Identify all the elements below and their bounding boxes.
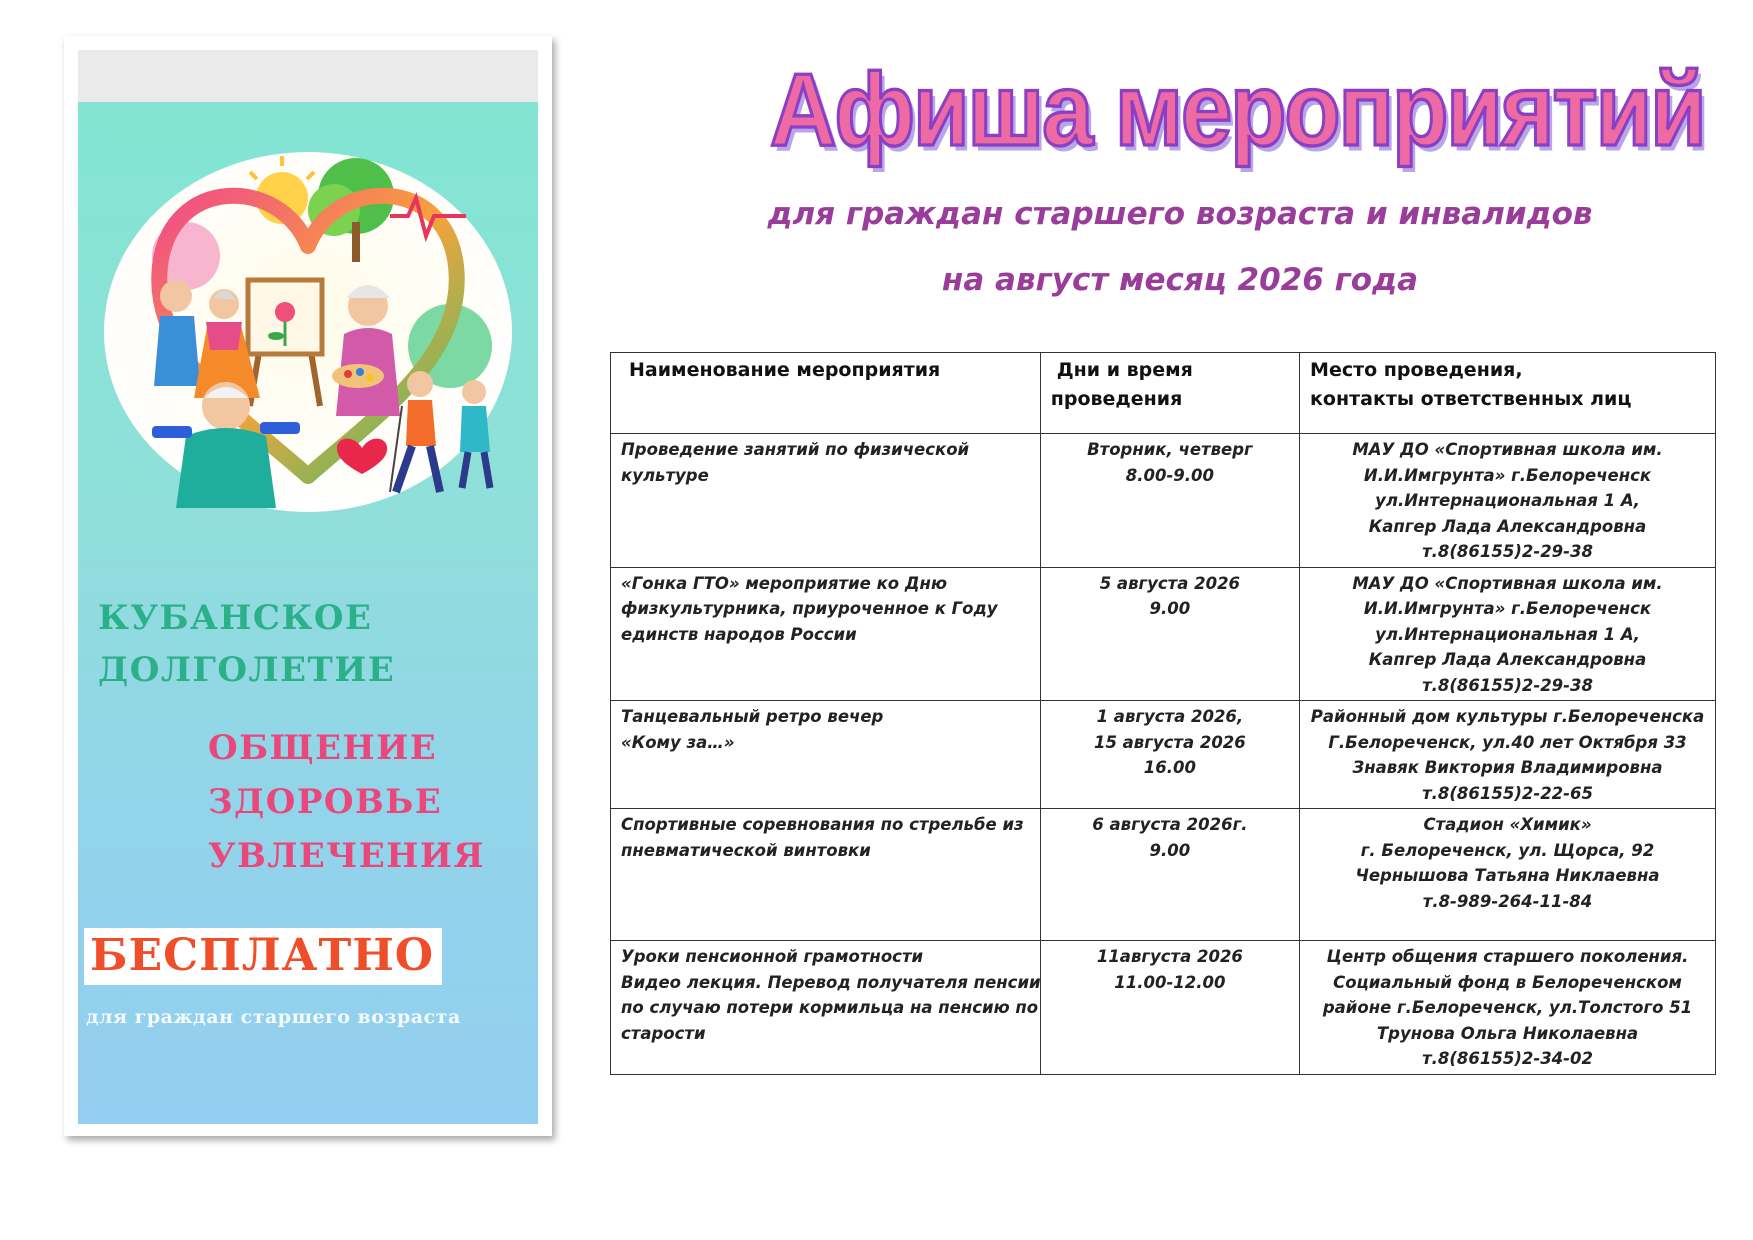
event-phone: т.8(86155)2-22-65: [1422, 783, 1593, 803]
event-name-line: физкультурника, приуроченное к Году: [621, 599, 998, 618]
event-place-line: Центр общения старшего поколения.: [1326, 947, 1689, 966]
event-place-cell: [1300, 567, 1716, 701]
event-name-line: «Гонка ГТО» мероприятие ко Дню: [621, 573, 947, 593]
event-time-line: 9.00: [1149, 599, 1191, 618]
slogan-kuban-line-2: ДОЛГОЛЕТИЕ: [98, 650, 396, 690]
event-name-line: по случаю потери кормильца на пенсию по: [621, 998, 1039, 1017]
header-event-name-text: Наименование мероприятия: [629, 359, 941, 381]
event-name-line: «Кому за…»: [621, 732, 735, 752]
event-place-line: Капгер Лада Александровна: [1368, 516, 1647, 536]
event-name-line: Проведение занятий по физической: [621, 440, 970, 459]
event-phone: т.8(86155)2-29-38: [1422, 675, 1593, 695]
event-place-line: МАУ ДО «Спортивная школа им.: [1352, 573, 1663, 593]
event-place-line: ул.Интернациональная 1 А,: [1375, 491, 1640, 510]
event-place-line: Стадион «Химик»: [1423, 815, 1592, 834]
event-time-line: 15 августа 2026: [1093, 732, 1246, 752]
event-time-cell: [1040, 434, 1299, 568]
table-row: [611, 701, 1716, 809]
banner-body: [78, 102, 538, 1124]
event-phone: т.8-989-264-11-84: [1422, 891, 1593, 911]
header-event-time: [1040, 353, 1299, 434]
event-time-cell: [1040, 809, 1299, 941]
event-place-line: Г.Белореченск, ул.40 лет Октября 33: [1328, 732, 1687, 752]
event-time-cell: [1040, 941, 1299, 1075]
event-name-cell: [611, 701, 1041, 809]
header-event-place-line: Место проведения,: [1310, 359, 1523, 381]
event-name-cell: [611, 941, 1041, 1075]
event-time-line: 8.00-9.00: [1125, 465, 1215, 485]
event-place-line: Социальный фонд в Белореченском: [1333, 972, 1682, 992]
event-place-cell: [1300, 941, 1716, 1075]
event-place-line: районе г.Белореченск, ул.Толстого 51: [1322, 998, 1693, 1017]
header-event-name: [611, 353, 1041, 434]
table-row: [611, 941, 1716, 1075]
event-place-line: г. Белореченск, ул. Щорса, 92: [1360, 840, 1655, 860]
elderly-activities-heart-illustration: [90, 136, 526, 516]
table-header-row: [611, 353, 1716, 434]
event-place-cell: [1300, 434, 1716, 568]
event-name-line: культуре: [621, 465, 709, 485]
free-label: БЕСПЛАТНО: [84, 928, 442, 985]
free-subtitle: для граждан старшего возраста: [86, 1006, 461, 1028]
event-name-line: Уроки пенсионной грамотности: [621, 947, 924, 966]
event-name-cell: [611, 434, 1041, 568]
event-place-line: И.И.Имгрунта» г.Белореченск: [1363, 599, 1652, 618]
event-name-cell: [611, 809, 1041, 941]
event-time-line: 16.00: [1143, 758, 1196, 777]
header-event-time-line: Дни и время: [1056, 359, 1193, 381]
event-place-line: ул.Интернациональная 1 А,: [1375, 624, 1640, 644]
event-place-line: МАУ ДО «Спортивная школа им.: [1352, 440, 1663, 459]
event-place-line: Чернышова Татьяна Никлаевна: [1355, 866, 1660, 885]
event-place-line: Районный дом культуры г.Белореченска: [1310, 707, 1705, 726]
table-row: [611, 809, 1716, 941]
event-place-cell: [1300, 701, 1716, 809]
event-name-line: старости: [621, 1023, 706, 1043]
page-subtitle-audience: для граждан старшего возраста и инвалидов: [767, 196, 1593, 232]
event-name-line: единств народов России: [621, 624, 857, 644]
event-phone: т.8(86155)2-34-02: [1422, 1049, 1593, 1068]
header-event-place-line: контакты ответственных лиц: [1310, 388, 1632, 410]
event-place-line: Трунова Ольга Николаевна: [1376, 1023, 1639, 1043]
slogan-value-health: ЗДОРОВЬЕ: [208, 782, 443, 822]
header-event-place: [1300, 353, 1716, 434]
header-event-time-line: проведения: [1050, 388, 1183, 410]
event-name-line: Танцевальный ретро вечер: [621, 707, 884, 726]
page-subtitle-period: на август месяц 2026 года: [941, 262, 1419, 298]
slogan-value-communication: ОБЩЕНИЕ: [208, 728, 438, 768]
events-table: [610, 352, 1716, 1075]
event-place-line: Капгер Лада Александровна: [1368, 650, 1647, 669]
event-place-line: Знавяк Виктория Владимировна: [1352, 758, 1663, 777]
event-name-line: Спортивные соревнования по стрельбе из: [621, 815, 1024, 834]
event-time-line: 11августа 2026: [1096, 947, 1243, 966]
event-time-line: 6 августа 2026г.: [1092, 815, 1248, 834]
page-title: Афиша мероприятий: [770, 53, 1705, 168]
event-name-line: пневматической винтовки: [621, 840, 871, 860]
event-place-line: И.И.Имгрунта» г.Белореченск: [1363, 465, 1652, 485]
event-phone: т.8(86155)2-29-38: [1422, 542, 1593, 561]
table-row: [611, 434, 1716, 568]
event-time-line: 5 августа 2026: [1099, 573, 1241, 593]
event-time-cell: [1040, 701, 1299, 809]
banner-top-strip: [78, 50, 538, 102]
slogan-kuban-line-1: КУБАНСКОЕ: [98, 598, 373, 638]
slogan-value-hobbies: УВЛЕЧЕНИЯ: [208, 836, 485, 876]
event-time-line: Вторник, четверг: [1087, 440, 1253, 459]
promo-banner: [64, 36, 552, 1136]
event-name-cell: [611, 567, 1041, 701]
event-place-cell: [1300, 809, 1716, 941]
table-row: [611, 567, 1716, 701]
event-time-line: 9.00: [1149, 840, 1191, 860]
event-time-line: 11.00-12.00: [1114, 972, 1226, 992]
event-name-line: Видео лекция. Перевод получателя пенсии: [621, 972, 1041, 992]
event-time-cell: [1040, 567, 1299, 701]
event-time-line: 1 августа 2026,: [1096, 707, 1244, 726]
